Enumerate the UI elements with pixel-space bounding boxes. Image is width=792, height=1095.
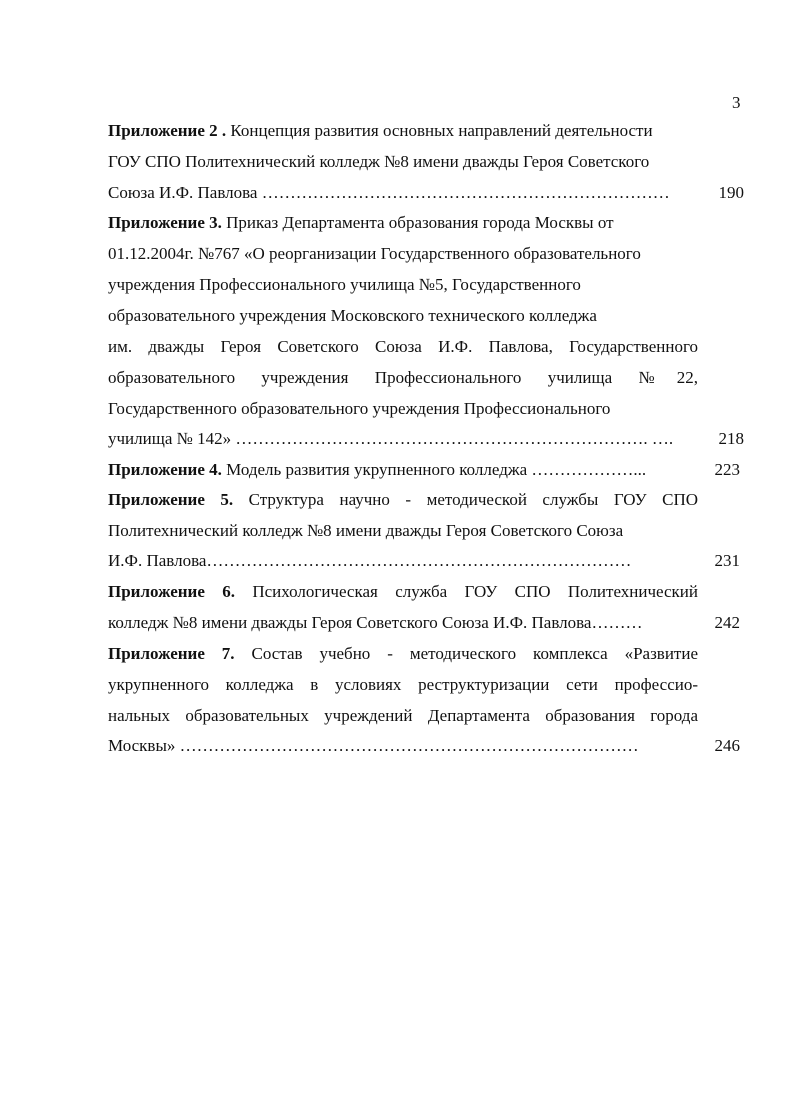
page-ref: 246: [714, 736, 740, 755]
toc-line: ГОУ СПО Политехнический колледж №8 имени дважды Героя Советского: [108, 152, 650, 171]
appendix-title-text: Приказ Департамента образования города Москвы от: [226, 213, 614, 232]
appendix-title-text: Психологическая служба ГОУ СПО Политехнический: [252, 582, 698, 601]
toc-line: [108, 120, 653, 142]
appendix-label: Приложение 6.: [108, 582, 235, 601]
toc-line: [108, 643, 698, 665]
page-ref: 242: [714, 613, 740, 632]
toc-line: образовательного учреждения Профессионального училища №22,: [108, 368, 698, 387]
appendix-title-text: Концепция развития основных направлений деятельности: [230, 121, 653, 140]
toc-line: И.Ф. Павлова…………………………………………………………………: [108, 551, 632, 570]
toc-line: 01.12.2004г. №767 «О реорганизации Государственного образовательного: [108, 244, 641, 263]
toc-line: укрупненного колледжа в условиях реструктуризации сети профессио-: [108, 675, 698, 694]
appendix-title-text: Структура научно - методической службы ГОУ СПО: [248, 490, 698, 509]
toc-line: Государственного образовательного учреждения Профессионального: [108, 399, 611, 418]
page-ref: 223: [714, 460, 740, 479]
toc-line: колледж №8 имени дважды Героя Советского Союза И.Ф. Павлова………: [108, 613, 643, 632]
page-number: 3: [732, 93, 741, 112]
toc-line: [108, 459, 646, 481]
toc-line: [108, 581, 698, 603]
toc-line: [108, 212, 614, 234]
page-ref: 218: [718, 429, 744, 448]
toc-line: образовательного учреждения Московского технического колледжа: [108, 306, 597, 325]
toc-line: [108, 489, 698, 511]
toc-line: училища № 142» ………………………………………………………………. ….: [108, 429, 674, 448]
toc-line: им. дважды Героя Советского Союза И.Ф. Павлова, Государственного: [108, 337, 698, 356]
toc-line: учреждения Профессионального училища №5, Государственного: [108, 275, 581, 294]
appendix-label: Приложение 7.: [108, 644, 235, 663]
appendix-label: Приложение 4.: [108, 460, 222, 479]
appendix-title-text: Модель развития укрупненного колледжа ………………...: [226, 460, 647, 479]
toc-line: Союза И.Ф. Павлова ………………………………………………………………: [108, 183, 670, 202]
page-ref: 190: [718, 183, 744, 202]
page-ref: 231: [714, 551, 740, 570]
appendix-label: Приложение 5.: [108, 490, 234, 509]
toc-line: нальных образовательных учреждений Департамента образования города: [108, 706, 698, 725]
appendix-title-text: Состав учебно - методического комплекса «Развитие: [251, 644, 698, 663]
toc-line: Политехнический колледж №8 имени дважды Героя Советского Союза: [108, 521, 624, 540]
appendix-label: Приложение 3.: [108, 213, 222, 232]
appendix-label: Приложение 2 .: [108, 121, 227, 140]
toc-line: Москвы» ………………………………………………………………………: [108, 736, 639, 755]
